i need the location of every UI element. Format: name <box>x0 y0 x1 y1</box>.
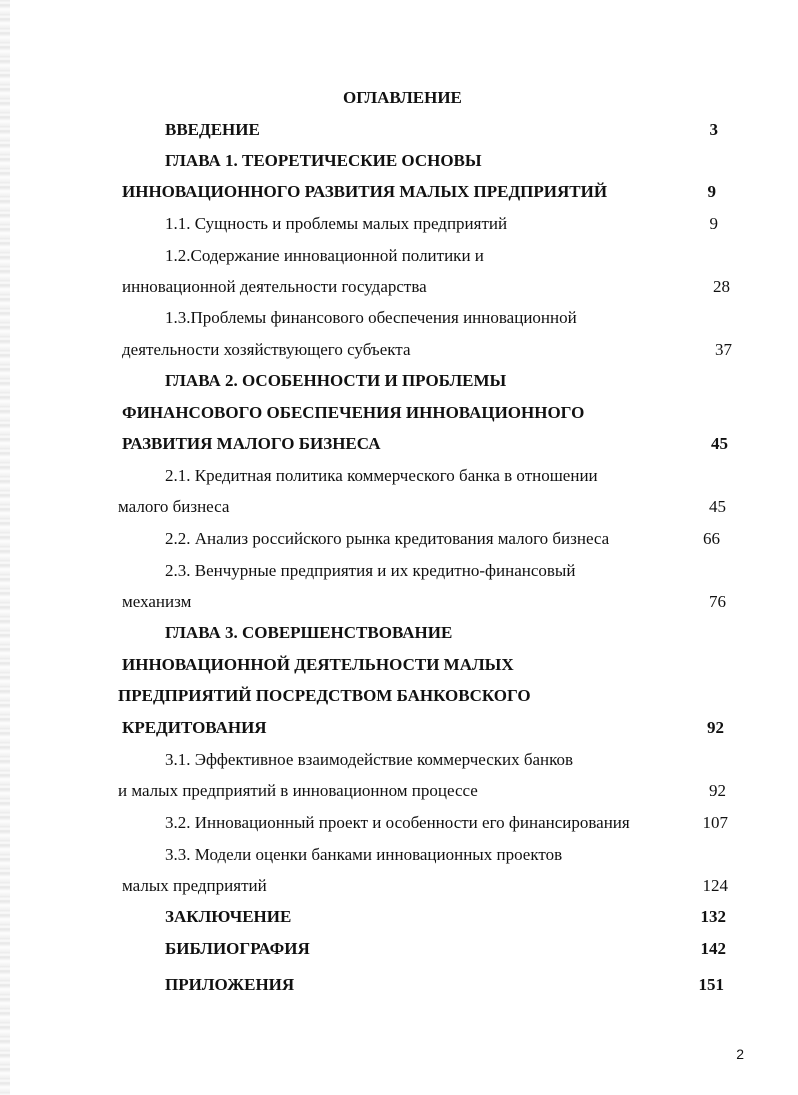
toc-page-conclusion: 132 <box>700 907 726 926</box>
toc-entry-3-1-line2: и малых предприятий в инновационном процессе <box>118 781 478 800</box>
toc-page-appendices: 151 <box>698 975 724 994</box>
toc-entry-2-1-line1: 2.1. Кредитная политика коммерческого банка в отношении <box>165 466 598 485</box>
toc-page-chapter3: 92 <box>707 718 724 737</box>
toc-page-2-3: 76 <box>709 592 726 611</box>
toc-entry-1-1: 1.1. Сущность и проблемы малых предприятий <box>165 214 508 233</box>
toc-entry-chapter2-line3: РАЗВИТИЯ МАЛОГО БИЗНЕСА <box>122 434 381 453</box>
toc-entry-introduction: ВВЕДЕНИЕ <box>165 120 260 139</box>
toc-page-3-2: 107 <box>702 813 728 832</box>
toc-entry-3-1-line1: 3.1. Эффективное взаимодействие коммерческих банков <box>165 750 574 769</box>
toc-entry-chapter3-line1: ГЛАВА 3. СОВЕРШЕНСТВОВАНИЕ <box>165 623 453 642</box>
toc-entry-1-3-line2: деятельности хозяйствующего субъекта <box>122 340 411 359</box>
toc-entry-chapter2-line1: ГЛАВА 2. ОСОБЕННОСТИ И ПРОБЛЕМЫ <box>165 371 507 390</box>
toc-entry-2-2: 2.2. Анализ российского рынка кредитования малого бизнеса <box>165 529 610 548</box>
toc-entry-3-3-line1: 3.3. Модели оценки банками инновационных проектов <box>165 845 563 864</box>
page-number: 2 <box>736 1046 744 1062</box>
toc-heading: ОГЛАВЛЕНИЕ <box>343 88 462 107</box>
toc-entry-chapter2-line2: ФИНАНСОВОГО ОБЕСПЕЧЕНИЯ ИННОВАЦИОННОГО <box>122 403 585 422</box>
toc-page-1-2: 28 <box>713 277 730 296</box>
toc-entry-chapter1-line2: ИННОВАЦИОННОГО РАЗВИТИЯ МАЛЫХ ПРЕДПРИЯТИЙ <box>122 182 608 201</box>
toc-entry-1-2-line2: инновационной деятельности государства <box>122 277 427 296</box>
scan-edge-artifact <box>0 0 10 1095</box>
toc-entry-chapter3-line2: ИННОВАЦИОННОЙ ДЕЯТЕЛЬНОСТИ МАЛЫХ <box>122 655 514 674</box>
toc-entry-1-3-line1: 1.3.Проблемы финансового обеспечения инновационной <box>165 308 577 327</box>
toc-entry-chapter3-line4: КРЕДИТОВАНИЯ <box>122 718 267 737</box>
toc-entry-conclusion: ЗАКЛЮЧЕНИЕ <box>165 907 292 926</box>
toc-page-chapter1: 9 <box>707 182 716 201</box>
toc-entry-bibliography: БИБЛИОГРАФИЯ <box>165 939 310 958</box>
toc-page-2-2: 66 <box>703 529 720 548</box>
toc-entry-3-2: 3.2. Инновационный проект и особенности его финансирования <box>165 813 630 832</box>
toc-page-chapter2: 45 <box>711 434 728 453</box>
toc-entry-2-1-line2: малого бизнеса <box>118 497 230 516</box>
toc-page-1-3: 37 <box>715 340 732 359</box>
toc-entry-2-3-line1: 2.3. Венчурные предприятия и их кредитно-финансовый <box>165 561 576 580</box>
toc-page-introduction: 3 <box>709 120 718 139</box>
toc-page-bibliography: 142 <box>700 939 726 958</box>
toc-entry-3-3-line2: малых предприятий <box>122 876 267 895</box>
toc-entry-chapter3-line3: ПРЕДПРИЯТИЙ ПОСРЕДСТВОМ БАНКОВСКОГО <box>118 686 531 705</box>
toc-entry-appendices: ПРИЛОЖЕНИЯ <box>165 975 295 994</box>
toc-entry-chapter1-line1: ГЛАВА 1. ТЕОРЕТИЧЕСКИЕ ОСНОВЫ <box>165 151 482 170</box>
toc-page-3-3: 124 <box>702 876 728 895</box>
toc-entry-1-2-line1: 1.2.Содержание инновационной политики и <box>165 246 484 265</box>
toc-page-1-1: 9 <box>709 214 718 233</box>
toc-page-3-1: 92 <box>709 781 726 800</box>
toc-entry-2-3-line2: механизм <box>122 592 192 611</box>
toc-page-2-1: 45 <box>709 497 726 516</box>
